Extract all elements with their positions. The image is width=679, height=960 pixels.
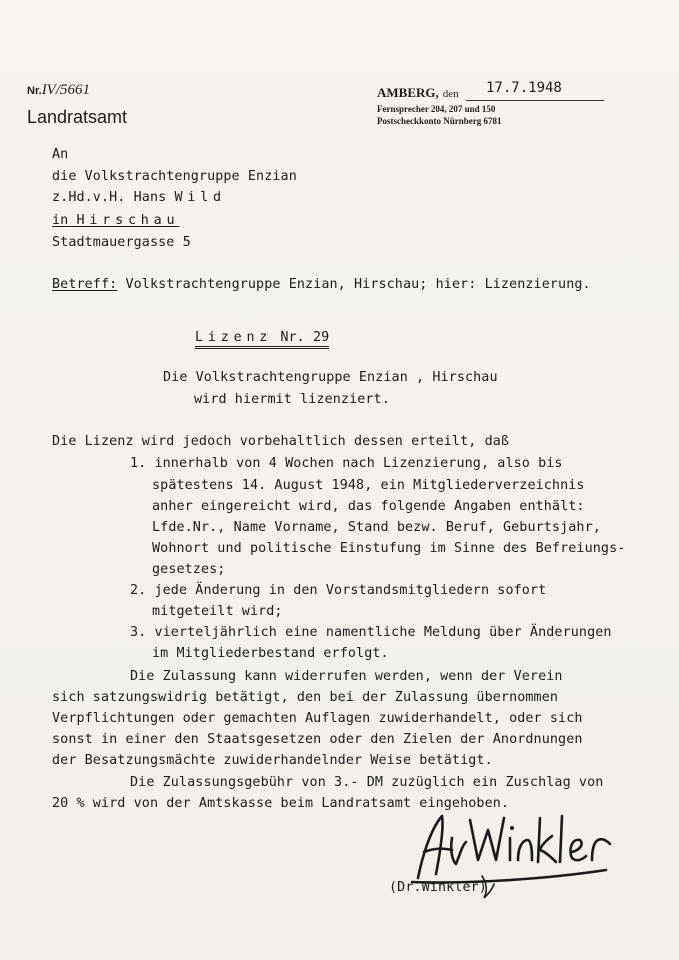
item-1-line: 1. innerhalb von 4 Wochen nach Lizenzierung, also bis [130,456,563,471]
initial-mark [478,872,498,902]
letter-date: 17.7.1948 [486,80,562,96]
paragraph-revocation: sonst in einer den Staatsgesetzen oder den Zielen der Anordnungen [52,732,583,747]
attn-prefix: z.Hd.v.H. Hans [52,190,167,205]
date-word: den [442,88,459,100]
item-1-line: gesetzes; [152,562,226,577]
subject-line [52,277,591,292]
place-date [377,84,459,102]
item-1-line: anher eingereicht wird, das folgende Angaben enthält: [152,499,585,514]
paragraph-revocation: Verpflichtungen oder gemachten Auflagen zuwiderhandelt, oder sich [52,711,583,726]
license-line-1: Die Volkstrachtengruppe Enzian , Hirschau [163,370,498,385]
license-number: Nr. 29 [280,330,330,345]
handwritten-signature [400,808,620,888]
city-prefix: in [52,213,69,228]
item-1-line: Wohnort und politische Einstufung im Sinne des Befreiungs- [152,541,626,556]
phone-info: Fernsprecher 204, 207 und 150 [377,104,496,114]
paragraph-fee: Die Zulassungsgebühr von 3.- DM zuzüglich ein Zuschlag von [130,775,604,790]
address-to: An [52,147,69,162]
address-city [52,213,179,228]
address-street: Stadtmauergasse 5 [52,235,191,250]
item-3-line: im Mitgliederbestand erfolgt. [152,646,389,661]
paragraph-fee: 20 % wird von der Amtskasse beim Landratsamt eingehoben. [52,796,510,811]
date-underline [466,100,604,101]
subject-label: Betreff: [52,277,118,292]
reference-number [27,81,90,99]
address-attn [52,190,226,205]
paragraph-revocation: Die Zulassung kann widerrufen werden, wenn der Verein [130,669,563,684]
office-name: Landratsamt [27,107,128,127]
item-1-line: spätestens 14. August 1948, ein Mitgliederverzeichnis [152,478,585,493]
paragraph-revocation: sich satzungswidrig betätigt, den bei der Zulassung übernommen [52,690,559,705]
paragraph-revocation: der Besatzungsmächte zuwiderhandelnder Weise betätigt. [52,753,493,768]
license-heading [195,330,329,349]
item-2-line: 2. jede Änderung in den Vorstandsmitgliedern sofort [130,583,547,598]
attn-name: Wild [174,190,226,205]
item-2-line: mitgeteilt wird; [152,604,283,619]
license-line-2: wird hiermit lizenziert. [194,392,390,407]
body-intro: Die Lizenz wird jedoch vorbehaltlich dessen erteilt, daß [52,434,510,449]
signatory-name: (Dr.Winkler) [389,880,487,895]
address-org: die Volkstrachtengruppe Enzian [52,169,297,184]
subject-text: Volkstrachtengruppe Enzian, Hirschau; hier: Lizenzierung. [125,277,591,292]
reference-prefix: Nr. [27,85,42,97]
item-1-line: Lfde.Nr., Name Vorname, Stand bezw. Beruf, Geburtsjahr, [152,520,601,535]
place-name: AMBERG, [377,85,439,100]
reference-value: IV/5661 [41,82,91,98]
postal-account: Postscheckkonto Nürnberg 6781 [377,116,502,126]
license-title: Lizenz [195,330,273,345]
item-3-line: 3. vierteljährlich eine namentliche Meldung über Änderungen [130,625,612,640]
city-name: Hirschau [76,213,180,228]
